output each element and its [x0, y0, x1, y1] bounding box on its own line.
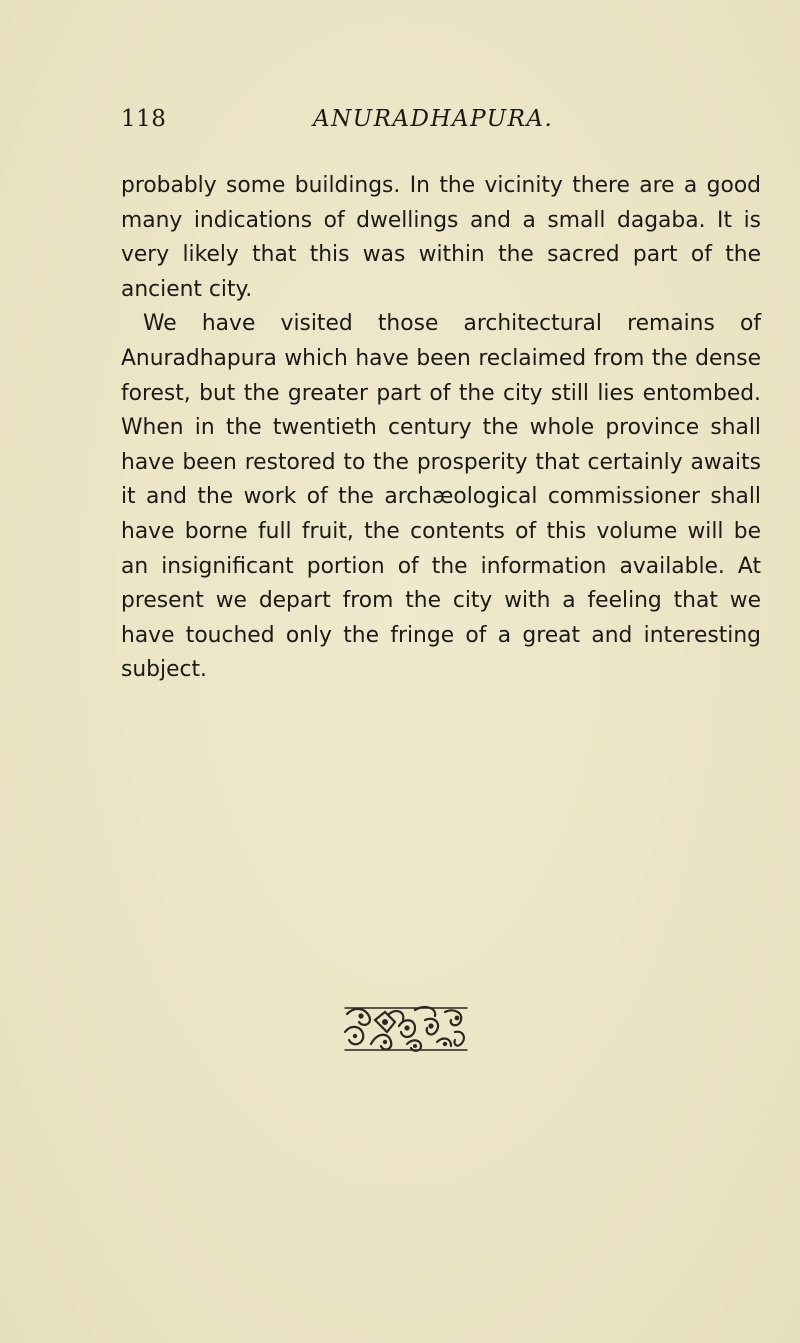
page-number: 118 [121, 106, 167, 132]
running-head [121, 106, 761, 146]
tailpiece-ornament-icon [341, 1004, 471, 1056]
paragraph-2: We have visited those architectural remains of Anuradhapura which have been reclaimed from the dense forest, but the greater part of the city still lies entombed. When in the twentieth century the whole province shall have been restored to the prosperity that certainly awaits it and the work of the archæological commissioner shall have borne full fruit, the contents of this volume will be an insignificant portion of the information available. At present we depart from the city with a feeling that we have touched only the fringe of a great and interesting subject. [121, 311, 761, 683]
body-text [121, 169, 761, 688]
paragraph-1: probably some buildings. In the vicinity there are a good many indications of dwellings and a small dagaba. It is very likely that this was within the sacred part of the ancient city. [121, 173, 761, 302]
running-title: ANURADHAPURA. [313, 106, 554, 132]
